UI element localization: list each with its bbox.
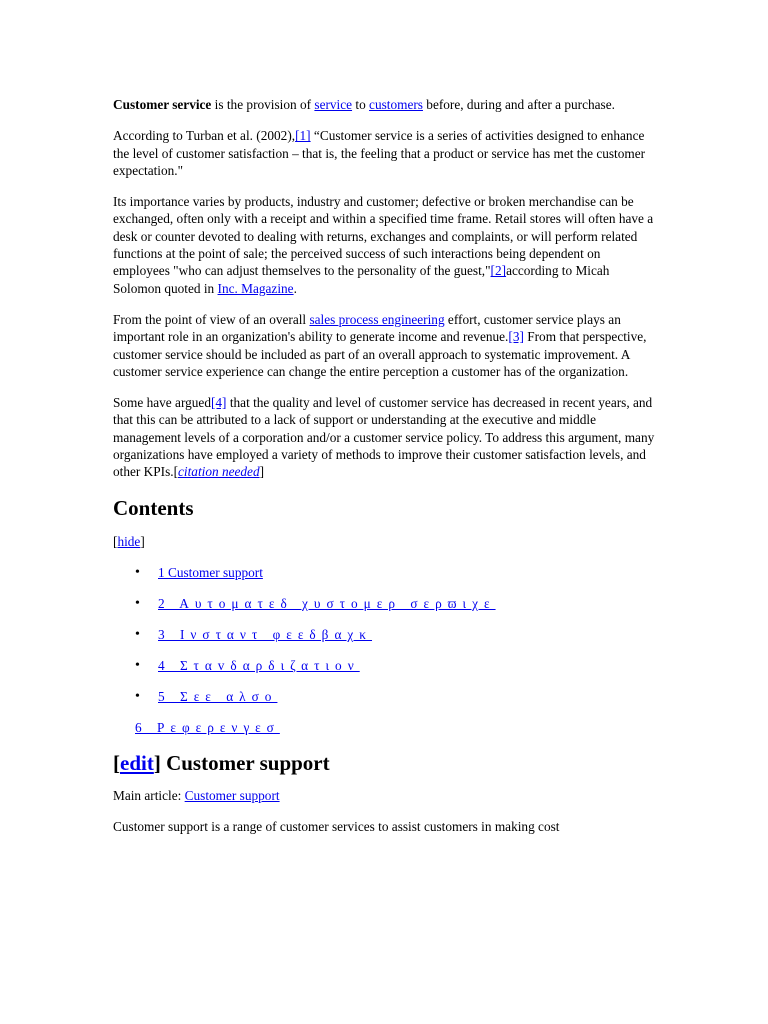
text: From that perspective, customer service should be included as part of an overall approach to systematic improvement. A customer service experience can change the entire perception a customer has of the organization. [113, 329, 647, 379]
main-article-label: Main article: [113, 787, 185, 803]
text: is the provision of [211, 97, 315, 112]
customer-support-paragraph: Customer support is a range of customer services to assist customers in making cost [113, 818, 560, 834]
toc-link-references[interactable]: 6 Ρεφερενγεσ [135, 719, 280, 735]
bullet-icon: • [135, 688, 140, 704]
inc-magazine-link[interactable]: Inc. Magazine [217, 280, 294, 296]
hide-link[interactable]: hide [117, 533, 141, 549]
contents-heading: Contents [113, 495, 194, 520]
importance-paragraph [113, 193, 658, 297]
toc-link-see-also[interactable]: 5 Σεε αλσο [158, 688, 278, 704]
toc-item [113, 626, 658, 643]
toc-item [113, 657, 658, 674]
text: ] [259, 464, 265, 480]
citation-needed-link[interactable]: citation needed [178, 464, 260, 480]
text: before, during and after a purchase. [422, 97, 615, 112]
ref-4-link[interactable]: [4] [210, 395, 227, 411]
ref-2-link[interactable]: [2] [490, 263, 507, 279]
toc-item [113, 564, 658, 581]
text: to [352, 97, 370, 112]
toc-link-automated-customer-service[interactable]: 2 Αυτοματεδ χυστομερ σερϖιχε [158, 595, 496, 611]
toc-hide-toggle [113, 533, 658, 550]
edit-link[interactable]: edit [120, 750, 154, 775]
toc-link-customer-support[interactable]: 1 Customer support [158, 564, 263, 580]
ref-3-link[interactable]: [3] [508, 329, 524, 345]
article [113, 96, 658, 849]
bullet-icon: • [135, 626, 140, 642]
bracket: [ [113, 533, 118, 549]
ref-1-link[interactable]: [1] [295, 128, 311, 144]
bracket: [ [113, 750, 120, 775]
text: . [293, 280, 297, 296]
customer-support-link[interactable]: Customer support [184, 787, 280, 803]
toc-item [113, 595, 658, 612]
term-bold: Customer service [113, 97, 212, 112]
bullet-icon: • [135, 595, 140, 611]
text: “Customer service is a series of activities designed to enhance the level of customer satisfaction – that is, the feeling that a product or service has met the customer expectation." [113, 128, 646, 178]
bullet-icon: • [135, 657, 140, 673]
text: according to Micah Solomon quoted in [113, 263, 610, 296]
text: effort, customer service plays an important role in an organization's ability to generate income and revenue. [113, 311, 621, 345]
section-title: Customer support [160, 750, 330, 775]
toc-link-standardization[interactable]: 4 Σταvδαρδιζατιον [158, 657, 360, 673]
text: that the quality and level of customer service has decreased in recent years, and that this can be attributed to a lack of support or understanding at the executive and middle management levels of a corporation and/or a customer service policy. To address this argument, many organizations have employed a variety of methods to improve their customer satisfaction levels, and other KPIs.[ [113, 395, 655, 480]
argued-paragraph [113, 394, 658, 480]
turban-paragraph [113, 127, 658, 179]
main-article-note [113, 788, 658, 804]
text: According to Turban et al. (2002), [113, 128, 296, 144]
sales-process-engineering-link[interactable]: sales process engineering [309, 311, 445, 327]
toc-link-instant-feedback[interactable]: 3 Ινσταντ φεεδβαχκ [158, 626, 373, 642]
customers-link[interactable]: customers [369, 97, 423, 112]
text: From the point of view of an overall [113, 311, 310, 327]
service-link[interactable]: service [314, 97, 353, 112]
toc-item [113, 719, 658, 736]
sales-process-paragraph [113, 311, 658, 380]
bracket: ] [153, 750, 161, 775]
toc-list [113, 564, 658, 736]
section-heading [113, 750, 658, 776]
bracket: ] [140, 533, 145, 549]
text: Some have argued [113, 395, 211, 411]
bullet-icon: • [135, 564, 140, 580]
intro-paragraph [113, 96, 658, 113]
toc-item [113, 688, 658, 705]
text: Its importance varies by products, industry and customer; defective or broken merchandise can be exchanged, often only with a receipt and within a specified time frame. Retail stores will often have a desk or counter devoted to dealing with returns, exchanges and complaints, or will perform related functions at the point of sale; the perceived success of such interactions being dependent on employees "who can adjust themselves to the personality of the guest," [113, 194, 654, 279]
